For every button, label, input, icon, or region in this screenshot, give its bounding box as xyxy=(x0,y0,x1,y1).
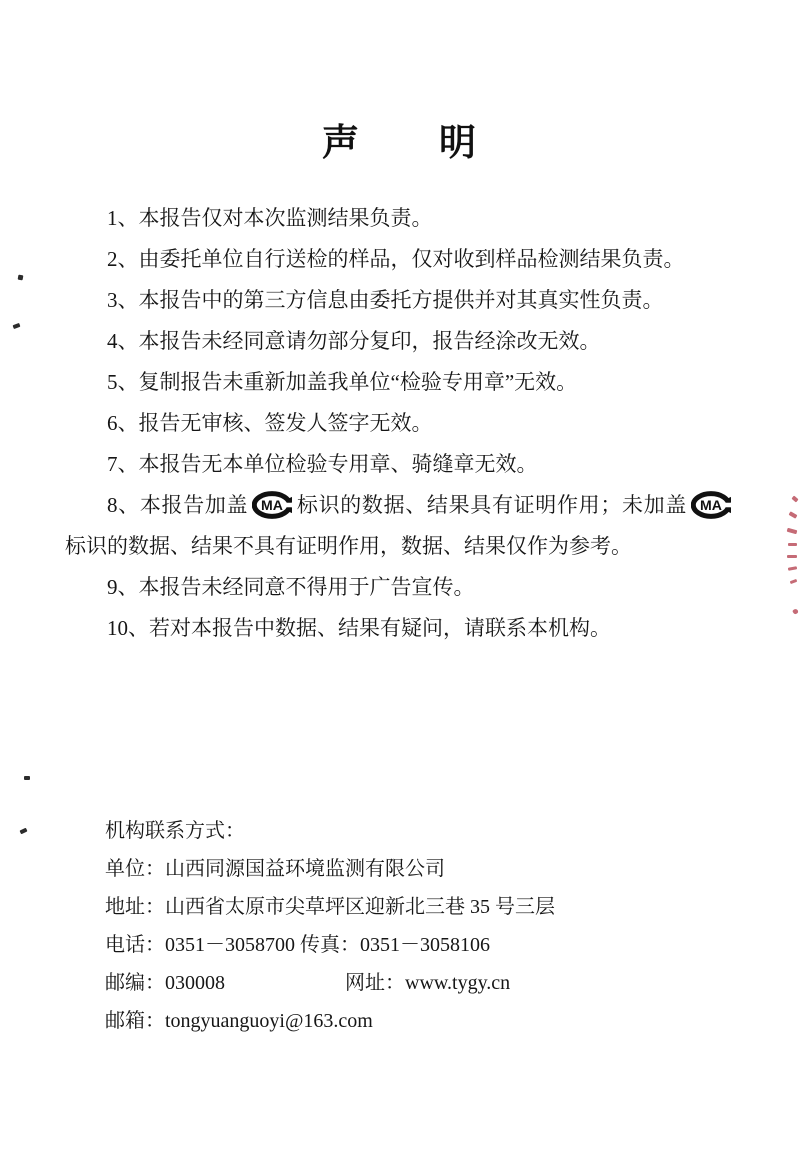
statement-list xyxy=(65,198,735,649)
scan-speck xyxy=(24,776,30,780)
svg-text:MA: MA xyxy=(261,497,284,513)
statement-item-3: 3、本报告中的第三方信息由委托方提供并对其真实性负责。 xyxy=(107,288,664,312)
statement-item-8-post: 标识的数据、结果不具有证明作用，数据、结果仅作为参考。 xyxy=(65,534,632,558)
contact-postcode-website xyxy=(105,964,735,1002)
contact-phone-fax: 电话：0351－3058700 传真：0351－3058106 xyxy=(105,934,490,956)
edge-seal-fragment-icon xyxy=(785,497,800,622)
statement-item-9: 9、本报告未经同意不得用于广告宣传。 xyxy=(107,575,475,599)
scan-speck xyxy=(18,275,24,281)
statement-item-1: 1、本报告仅对本次监测结果负责。 xyxy=(107,206,433,230)
cma-mark-icon xyxy=(252,491,292,519)
cma-mark-icon xyxy=(691,491,731,519)
svg-text:MA: MA xyxy=(700,497,722,513)
statement-item-6: 6、报告无审核、签发人签字无效。 xyxy=(107,411,433,435)
contact-company: 单位：山西同源国益环境监测有限公司 xyxy=(105,858,445,880)
contact-address: 地址：山西省太原市尖草坪区迎新北三巷 35 号三层 xyxy=(105,896,555,918)
page-title: 声 明 xyxy=(322,123,478,164)
contact-section xyxy=(105,812,735,1040)
contact-email: 邮箱：tongyuanguoyi@163.com xyxy=(105,1010,373,1032)
statement-item-8 xyxy=(65,485,735,567)
contact-website: 网址：www.tygy.cn xyxy=(345,972,511,994)
statement-item-4: 4、本报告未经同意请勿部分复印，报告经涂改无效。 xyxy=(107,329,601,353)
statement-item-5: 5、复制报告未重新加盖我单位“检验专用章”无效。 xyxy=(107,370,578,394)
scan-speck xyxy=(13,323,21,329)
statement-item-2: 2、由委托单位自行送检的样品，仅对收到样品检测结果负责。 xyxy=(107,247,685,271)
statement-item-7: 7、本报告无本单位检验专用章、骑缝章无效。 xyxy=(107,452,538,476)
contact-heading: 机构联系方式： xyxy=(105,820,245,842)
statement-item-8-mid: 标识的数据、结果具有证明作用；未加盖 xyxy=(296,493,688,517)
contact-postcode: 邮编：030008 xyxy=(105,972,225,994)
statement-item-8-pre: 8、本报告加盖 xyxy=(107,493,249,517)
statement-item-10: 10、若对本报告中数据、结果有疑问，请联系本机构。 xyxy=(107,616,611,640)
scan-speck xyxy=(19,828,27,835)
